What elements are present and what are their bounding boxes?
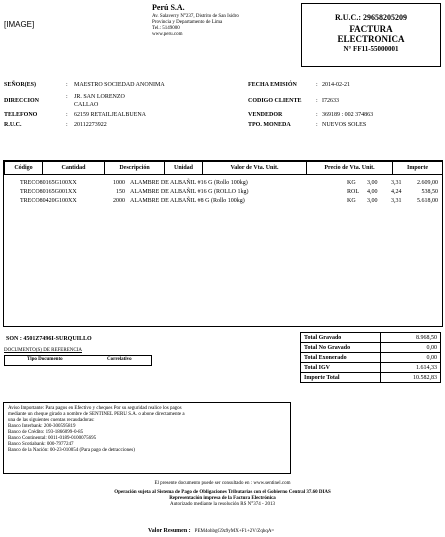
row-valor: 3,00 [367, 198, 378, 204]
total-label: Total Gravado [301, 333, 381, 343]
total-label: Total No Gravado [301, 343, 381, 353]
table-row [4, 197, 442, 205]
senor-label: SEÑOR(ES) [4, 82, 37, 88]
row-importe: 538,50 [421, 189, 438, 195]
codigo-label: CODIGO CLIENTE [248, 98, 302, 104]
address-line: Tel.: 5149000 [152, 26, 180, 31]
row-unidad: KG [347, 198, 356, 204]
row-descripcion: ALAMBRE DE ALBAÑIL #16 G (ROLLO 1kg) [130, 189, 249, 195]
notice-line: Banco Continental: 0011-0189-0100075695 [8, 436, 97, 441]
row-importe: 5.618,00 [417, 198, 438, 204]
row-codigo: TRECO80420G100XX [20, 198, 77, 204]
colon: : [316, 82, 318, 88]
row-valor: 3,00 [367, 180, 378, 186]
total-label: Importe Total [301, 373, 381, 383]
total-row [301, 333, 441, 343]
row-valor: 4,00 [367, 189, 378, 195]
footer-representation: Representación impresa de la Factura Electrónica [169, 496, 276, 501]
notice-line: Aviso Importante: Para pagos en Efectivo y cheques Por su seguridad realice los pagos [8, 406, 182, 411]
valor-resumen [148, 519, 274, 537]
ref-col-tipo: Tipo Documento [27, 357, 63, 362]
address-line: Provincia y Departamento de Lima [152, 20, 223, 25]
total-value: 10.582,83 [381, 373, 441, 383]
vendedor-label: VENDEDOR [248, 112, 283, 118]
address-line: www.peru.com [152, 32, 183, 37]
telefono-value: 62159 RETAILJEALBUENA [74, 112, 147, 118]
footer-spot: Operación sujeta al Sistema de Pago de Obligaciones Tributarias con el Gobierno Central 37.60 DIAS [114, 490, 331, 495]
footer-consult: El presente documento puede ser consultado en : www.sentinel.com [154, 481, 291, 486]
col-header-unidad: Unidad [165, 162, 203, 175]
payment-notice [3, 402, 291, 474]
ref-docs-title: DOCUMENTO(S) DE REFERENCIA [4, 348, 82, 353]
doc-type-2: ELECTRONICA [337, 34, 405, 44]
row-precio: 3,31 [391, 198, 402, 204]
row-descripcion: ALAMBRE DE ALBAÑIL #8 G (Rollo 100kg) [130, 198, 245, 204]
table-row [4, 179, 442, 187]
colon: : [66, 82, 68, 88]
notice-line: mediante un cheque girado a nombre de SENTINEL PERU S.A. o abone directamente a [8, 412, 185, 417]
ruc-number: R.U.C.: 29658205209 [335, 13, 407, 22]
row-descripcion: ALAMBRE DE ALBAÑIL #16 G (Rollo 100kg) [130, 180, 248, 186]
senor-value: MAESTRO SOCIEDAD ANONIMA [74, 82, 165, 88]
telefono-label: TELEFONO [4, 112, 38, 118]
ruc-value: 20112273922 [74, 122, 107, 128]
ref-docs-table [4, 355, 152, 366]
total-label: Total Exonerado [301, 353, 381, 363]
row-precio: 4,24 [391, 189, 402, 195]
doc-number: N° FF11-55000001 [343, 45, 399, 53]
ruc-label: R.U.C. [4, 122, 22, 128]
colon: : [66, 112, 68, 118]
fecha-label: FECHA EMISIÓN [248, 82, 297, 88]
company-name: Perú S.A. [152, 3, 185, 12]
total-value: 8.968,50 [381, 333, 441, 343]
notice-line: Banco Interbank: 200-300595819 [8, 424, 76, 429]
codigo-value: I72633 [322, 98, 339, 104]
table-row [4, 188, 442, 196]
row-importe: 2.609,00 [417, 180, 438, 186]
colon: : [66, 94, 68, 100]
ref-col-correlativo: Correlativo [107, 357, 132, 362]
vendedor-value: 369189 : 002 374863 [322, 112, 374, 118]
colon: : [316, 98, 318, 104]
moneda-value: NUEVOS SOLES [322, 122, 367, 128]
footer [0, 481, 445, 508]
row-unidad: ROL [347, 189, 359, 195]
footer-authorization: Autorizado mediante la resolución RS N°374 - 2013 [170, 502, 275, 507]
col-header-precio: Precio de Vta. Unit. [307, 162, 393, 175]
colon: : [316, 112, 318, 118]
doc-type: FACTURA [349, 24, 393, 34]
total-value: 1.614,33 [381, 363, 441, 373]
valor-resumen-value: PEM4ohbgG9z9yMX+F1+2V/ZqhqA= [194, 529, 275, 534]
total-value: 0,00 [381, 353, 441, 363]
address-line: Av. Salaverry N°237, Distrito de San Isidro [152, 14, 239, 19]
notice-line: una de las siguientes cuentas recaudadoras: [8, 418, 95, 423]
row-cantidad: 150 [116, 189, 125, 195]
row-codigo: TRECO80165G001XX [20, 189, 77, 195]
direccion-value-2: CALLAO [74, 102, 99, 108]
ruc-box [301, 3, 441, 67]
items-header [4, 161, 443, 175]
col-header-cantidad: Cantidad [43, 162, 105, 175]
col-header-valor: Valor de Vta. Unit. [203, 162, 307, 175]
row-cantidad: 2000 [113, 198, 125, 204]
totals-table [300, 332, 441, 383]
col-header-importe: Importe [393, 162, 443, 175]
moneda-label: TPO. MONEDA [248, 122, 291, 128]
colon: : [66, 122, 68, 128]
notice-line: Banco Scotiabank: 000-7977247 [8, 442, 74, 447]
total-value: 0,00 [381, 343, 441, 353]
logo-placeholder: [IMAGE] [4, 20, 35, 29]
notice-line: Banco de la Nación: 00-23-010054 (Para pago de detracciones) [8, 448, 135, 453]
total-row [301, 363, 441, 373]
row-cantidad: 1000 [113, 180, 125, 186]
col-header-codigo: Código [5, 162, 43, 175]
colon: : [316, 122, 318, 128]
direccion-value: JR. SAN LORENZO [74, 94, 125, 100]
total-row [301, 373, 441, 383]
row-codigo: TRECO80165G100XX [20, 180, 77, 186]
row-precio: 3,31 [391, 180, 402, 186]
company-address [152, 14, 239, 38]
client-info [4, 82, 440, 138]
total-label: Total IGV [301, 363, 381, 373]
son-text: SON : 4501Z7496I-SURQUILLO [6, 336, 92, 342]
direccion-label: DIRECCION [4, 98, 40, 104]
fecha-value: 2014-02-21 [322, 82, 350, 88]
notice-line: Banco de Crédito: 193-1866099-0-85 [8, 430, 84, 435]
col-header-descripcion: Descripción [105, 162, 165, 175]
items-table [3, 160, 443, 327]
total-row [301, 353, 441, 363]
row-unidad: KG [347, 180, 356, 186]
total-row [301, 343, 441, 353]
valor-resumen-label: Valor Resumen : [148, 528, 191, 534]
